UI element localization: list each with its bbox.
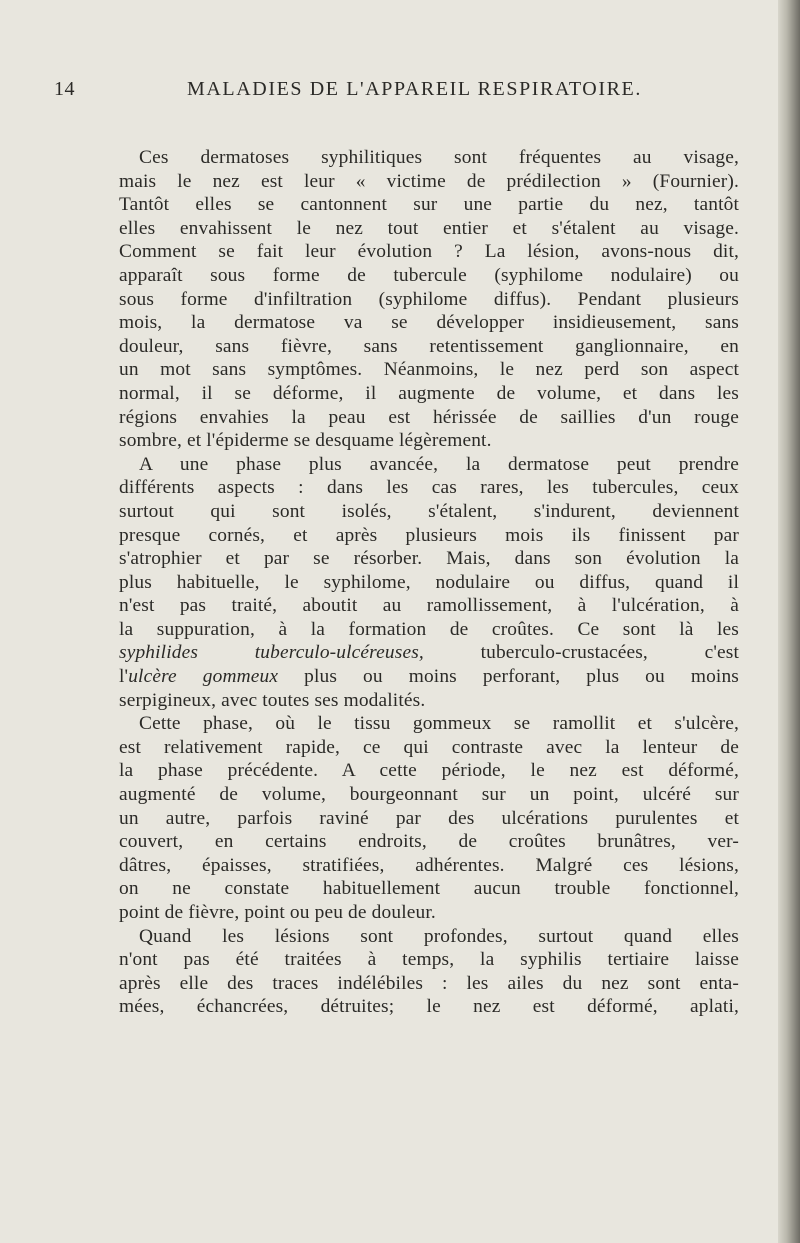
text-line <box>119 641 739 665</box>
body-text <box>119 146 739 1019</box>
text-line: mais le nez est leur « victime de prédilection » (Fournier). <box>119 170 739 192</box>
text-fragment: l' <box>119 666 129 688</box>
text-line: différents aspects : dans les cas rares, les tubercules, ceux <box>119 477 739 499</box>
text-line: augmenté de volume, bourgeonnant sur un point, ulcéré sur <box>119 784 739 806</box>
text-line: presque cornés, et après plusieurs mois ils finissent par <box>119 524 739 546</box>
text-line: s'atrophier et par se résorber. Mais, dans son évolution la <box>119 548 739 570</box>
text-line: n'ont pas été traitées à temps, la syphilis tertiaire laisse <box>119 949 739 971</box>
text-line: la phase précédente. A cette période, le nez est déformé, <box>119 760 739 782</box>
text-line: on ne constate habituellement aucun trouble fonctionnel, <box>119 878 739 900</box>
paragraph-1 <box>119 146 739 453</box>
text-line: Ces dermatoses syphilitiques sont fréquentes au visage, <box>139 147 739 168</box>
text-line: serpigineux, avec toutes ses modalités. <box>119 689 426 711</box>
text-line: elles envahissent le nez tout entier et s'étalent au visage. <box>119 217 739 239</box>
text-line: point de fièvre, point ou peu de douleur. <box>119 902 436 923</box>
page-header <box>54 78 744 108</box>
text-line: plus habituelle, le syphilome, nodulaire ou diffus, quand il <box>119 571 739 593</box>
text-line: Comment se fait leur évolution ? La lésion, avons-nous dit, <box>119 241 739 263</box>
text-fragment: tuberculo-crustacées, c'est <box>423 642 739 664</box>
text-line: A une phase plus avancée, la dermatose peut prendre <box>139 453 739 475</box>
text-line: mées, échancrées, détruites; le nez est déformé, aplati, <box>119 996 739 1018</box>
text-line: Tantôt elles se cantonnent sur une partie du nez, tantôt <box>119 194 739 216</box>
text-line: après elle des traces indélébiles : les ailes du nez sont enta- <box>119 972 739 994</box>
text-line: Quand les lésions sont profondes, surtout quand elles <box>139 925 739 947</box>
text-fragment: plus ou moins perforant, plus ou moins <box>278 666 739 688</box>
paragraph-2 <box>119 453 739 713</box>
running-head: MALADIES DE L'APPAREIL RESPIRATOIRE. <box>187 78 642 100</box>
text-line: douleur, sans fièvre, sans retentissement ganglionnaire, en <box>119 335 739 357</box>
text-line: mois, la dermatose va se développer insidieusement, sans <box>119 312 739 334</box>
text-line: dâtres, épaisses, stratifiées, adhérentes. Malgré ces lésions, <box>119 854 739 876</box>
text-line: n'est pas traité, aboutit au ramollissement, à l'ulcération, à <box>119 595 739 617</box>
text-line: un mot sans symptômes. Néanmoins, le nez perd son aspect <box>119 359 739 381</box>
paragraph-4 <box>119 925 739 1019</box>
italic-term: ulcère gommeux <box>128 666 279 688</box>
text-line: un autre, parfois raviné par des ulcérations purulentes et <box>119 807 739 829</box>
text-line: régions envahies la peau est hérissée de saillies d'un rouge <box>119 406 739 428</box>
text-line: couvert, en certains endroits, de croûtes brunâtres, ver- <box>119 831 739 853</box>
text-line: surtout qui sont isolés, s'étalent, s'indurent, deviennent <box>119 500 739 522</box>
text-line: apparaît sous forme de tubercule (syphilome nodulaire) ou <box>119 264 739 286</box>
text-line: la suppuration, à la formation de croûtes. Ce sont là les <box>119 618 739 640</box>
paragraph-3 <box>119 712 739 924</box>
italic-term: syphilides tuberculo-ulcéreuses, <box>119 642 424 664</box>
text-line: sous forme d'infiltration (syphilome diffus). Pendant plusieurs <box>119 288 739 310</box>
text-line: sombre, et l'épiderme se desquame légèrement. <box>119 430 492 452</box>
page-number: 14 <box>54 78 75 100</box>
text-line <box>119 665 739 689</box>
text-line: normal, il se déforme, il augmente de volume, et dans les <box>119 382 739 404</box>
page-edge-shadow <box>778 0 800 1243</box>
text-line: Cette phase, où le tissu gommeux se ramollit et s'ulcère, <box>139 713 739 735</box>
text-line: est relativement rapide, ce qui contraste avec la lenteur de <box>119 736 739 758</box>
